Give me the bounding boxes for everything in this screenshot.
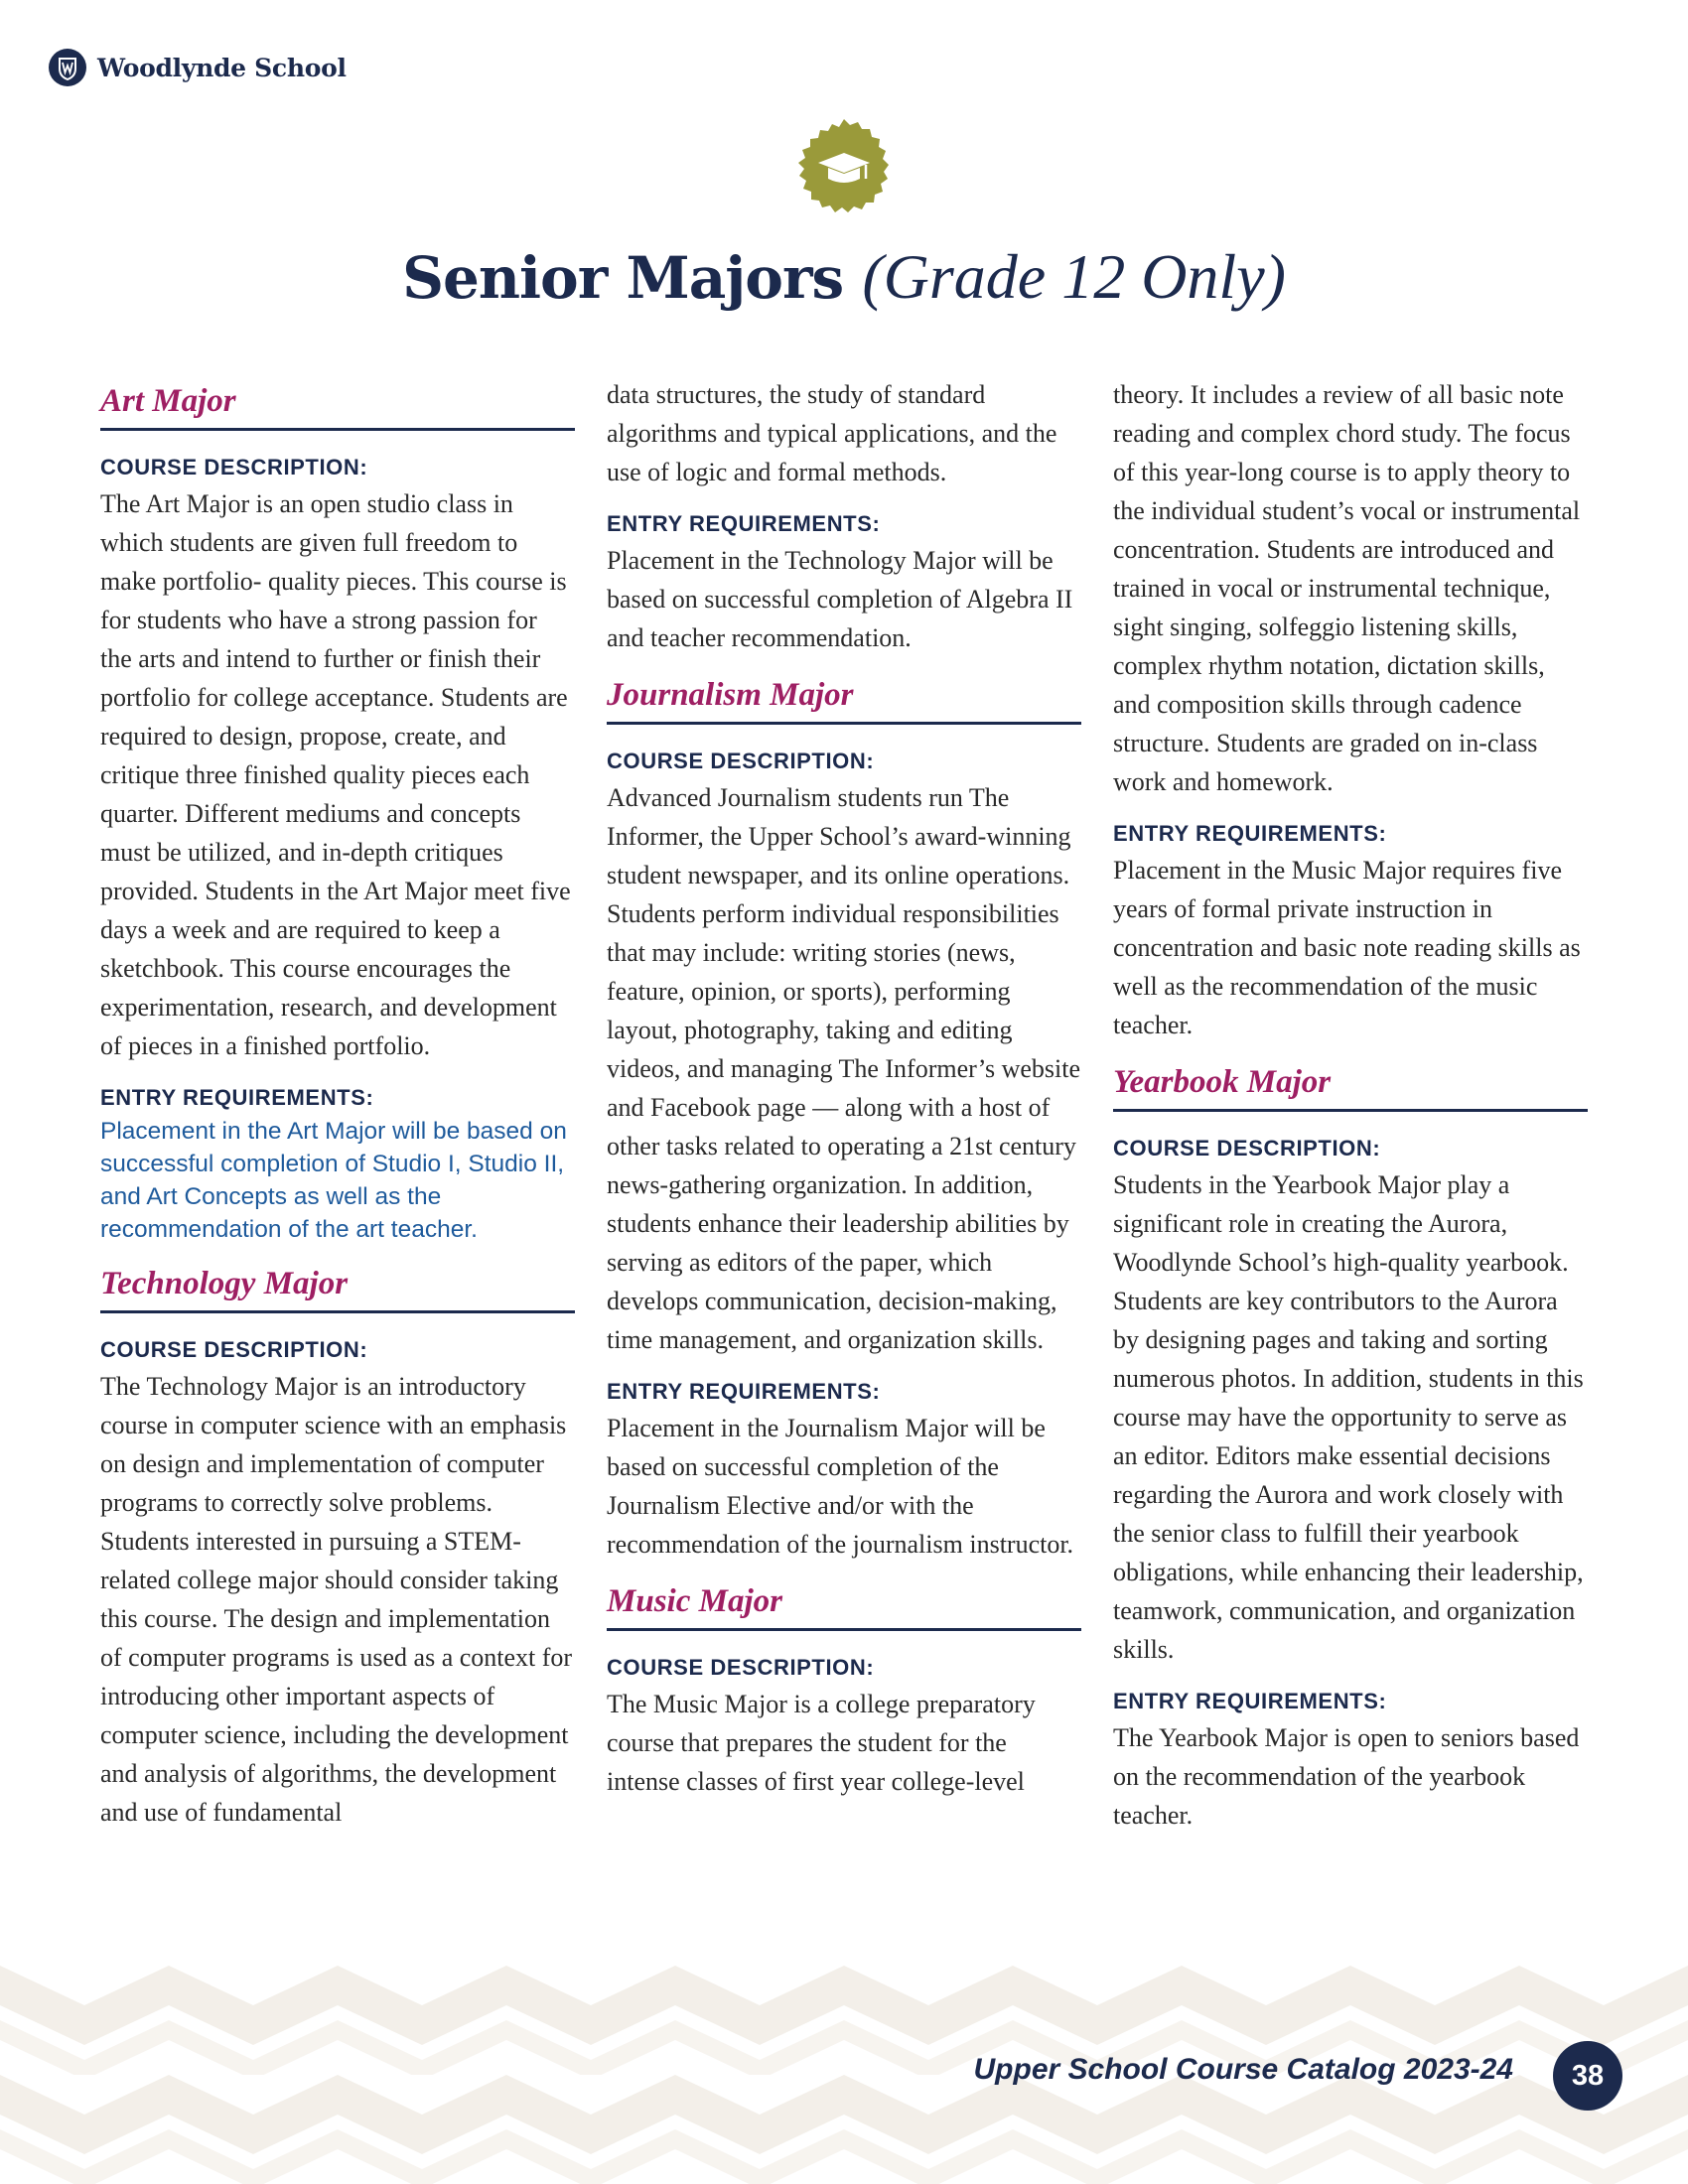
school-logo — [48, 48, 347, 87]
art-entry-requirements: Placement in the Art Major will be based on successful completion of Studio I, Studio II, and Art Concepts as well as the recommendation of the art teacher. — [100, 1118, 567, 1243]
art-major-title: Art Major — [100, 383, 575, 431]
yearbook-entry-requirements: The Yearbook Major is open to seniors based on the recommendation of the yearbook teacher. — [1113, 1723, 1580, 1830]
column-2 — [607, 375, 1081, 1821]
page-number: 38 — [1553, 2041, 1622, 2111]
music-course-description-label: COURSE DESCRIPTION: — [607, 1655, 875, 1680]
art-course-description-label: COURSE DESCRIPTION: — [100, 455, 368, 479]
music-major-title: Music Major — [607, 1583, 1081, 1631]
technology-entry-requirements-label: ENTRY REQUIREMENTS: — [607, 511, 881, 536]
journalism-entry-requirements-label: ENTRY REQUIREMENTS: — [607, 1379, 881, 1404]
catalog-footer: Upper School Course Catalog 2023-24 — [973, 2053, 1513, 2086]
school-name: Woodlynde School — [97, 53, 347, 82]
page-title-sub: (Grade 12 Only) — [862, 241, 1286, 312]
music-course-description-continued: theory. It includes a review of all basic note reading and complex chord study. The focus of this year-long course is to apply theory to the individual student’s vocal or instrumental concentration. Students are introduced and trained in vocal or instrumental technique, sight singing, solfeggio listening skills, complex rhythm notation, dictation skills, and composition skills through cadence structure. Students are graded on in-class work and homework. — [1113, 380, 1581, 796]
art-entry-requirements-label: ENTRY REQUIREMENTS: — [100, 1085, 374, 1110]
journalism-entry-requirements: Placement in the Journalism Major will be based on successful completion of the Journalism Elective and/or with the recommendation of the journalism instructor. — [607, 1414, 1074, 1559]
school-crest-icon — [48, 48, 87, 87]
technology-course-description-label: COURSE DESCRIPTION: — [100, 1337, 368, 1362]
technology-entry-requirements: Placement in the Technology Major will be based on successful completion of Algebra II and teacher recommendation. — [607, 546, 1073, 652]
page-title — [0, 240, 1688, 314]
graduation-cap-icon — [792, 117, 896, 220]
column-3 — [1113, 375, 1588, 1854]
journalism-course-description: Advanced Journalism students run The Informer, the Upper School’s award-winning student newspaper, and its online operations. Students perform individual responsibilities that may include: writing stories (news, feature, opinion, or sports), performing layout, photography, taking and editing videos, and managing The Informer’s website and Facebook page — along with a host of other tasks related to operating a 21st century news-gathering organization. In addition, students enhance their leadership abilities by serving as editors of the paper, which develops communication, decision-making, time management, and organization skills. — [607, 783, 1081, 1354]
music-course-description: The Music Major is a college preparatory course that prepares the student for the intense classes of first year college-level — [607, 1690, 1036, 1796]
technology-course-description: The Technology Major is an introductory course in computer science with an emphasis on design and implementation of computer programs to correctly solve problems. Students interested in pursuing a STEM-related college major should consider taking this course. The design and implementation of computer programs is used as a context for introducing other important aspects of computer science, including the development and analysis of algorithms, the development and use of fundamental — [100, 1372, 573, 1827]
art-course-description: The Art Major is an open studio class in which students are given full freedom to make portfolio- quality pieces. This course is for students who have a strong passion for the arts and intend to further or finish their portfolio for college acceptance. Students are required to design, propose, create, and critique three finished quality pieces each quarter. Different mediums and concepts must be utilized, and in-depth critiques provided. Students in the Art Major meet five days a week and are required to keep a sketchbook. This course encourages the experimentation, research, and development of pieces in a finished portfolio. — [100, 489, 571, 1060]
technology-major-title: Technology Major — [100, 1266, 575, 1313]
yearbook-course-description: Students in the Yearbook Major play a significant role in creating the Aurora, Woodlynde School’s high-quality yearbook. Students are key contributors to the Aurora by designing pages and taking and sorting numerous photos. In addition, students in this course may have the opportunity to serve as an editor. Editors make essential decisions regarding the Aurora and work closely with the senior class to fulfill their yearbook obligations, while enhancing their leadership, teamwork, communication, and organization skills. — [1113, 1170, 1584, 1664]
technology-course-description-continued: data structures, the study of standard algorithms and typical applications, and the use of logic and formal methods. — [607, 380, 1057, 486]
column-1 — [100, 375, 575, 1851]
page-title-main: Senior Majors — [402, 244, 844, 312]
music-entry-requirements: Placement in the Music Major requires five years of formal private instruction in concentration and basic note reading skills as well as the recommendation of the music teacher. — [1113, 856, 1581, 1039]
music-entry-requirements-label: ENTRY REQUIREMENTS: — [1113, 821, 1387, 846]
journalism-major-title: Journalism Major — [607, 677, 1081, 725]
yearbook-entry-requirements-label: ENTRY REQUIREMENTS: — [1113, 1689, 1387, 1713]
yearbook-major-title: Yearbook Major — [1113, 1064, 1588, 1112]
journalism-course-description-label: COURSE DESCRIPTION: — [607, 749, 875, 773]
yearbook-course-description-label: COURSE DESCRIPTION: — [1113, 1136, 1381, 1160]
